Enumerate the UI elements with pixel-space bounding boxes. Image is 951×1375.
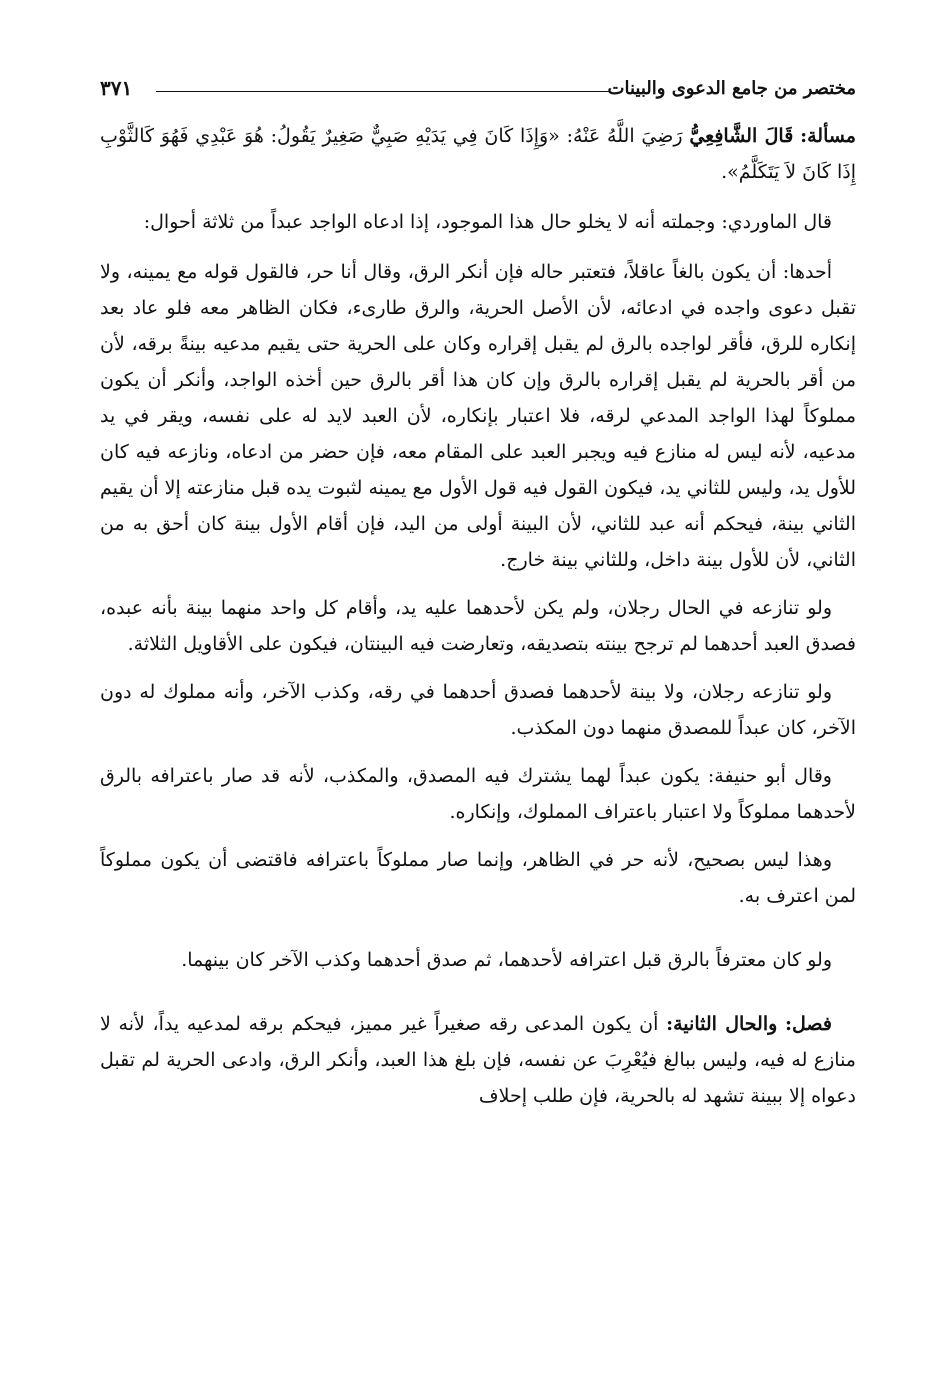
paragraph-first-state: أحدها: أن يكون بالغاً عاقلاً، فتعتبر حاله فإن أنكر الرق، وقال أنا حر، فالقول قوله مع يمينه، ولا تقبل دعوى واجده في ادعائه، لأن الأصل الحرية، والرق طارىء، فكان الظاهر معه فلو عاد بعد إنكاره للرق، فأقر لواجده بالرق لم يقبل إقراره وكان على الحرية حتى يقيم مدعيه بينةً برقه، لأن من أقر بالحرية لم يقبل إقراره بالرق وإن كان هذا أقر بالرق حين أخذه الواجد، وأنكر أن يكون مملوكاً لهذا الواجد المدعي لرقه، فلا اعتبار بإنكاره، لأن العبد لايد له على نفسه، ويقر في يد مدعيه، لأنه ليس له منازع فيه ويجبر العبد على المقام معه، فإن حضر من ادعاه، ونازعه فيه كان للأول يد، وليس للثاني يد، فيكون القول فيه قول الأول مع يمينه لثبوت يده قبل منازعته إلا أن يقيم الثاني بينة، فيحكم أنه عبد للثاني، لأن البينة أولى من اليد، فإن أقام الأول بينة كان أحق به من الثاني، لأن للأول بينة داخل، وللثاني بينة خارج. xyxy=(100,261,856,571)
fasl-heading: والحال الثانية: xyxy=(666,1013,778,1035)
header-rule xyxy=(156,91,610,92)
paragraph-two-claimants: ولو تنازعه في الحال رجلان، ولم يكن لأحدهما عليه يد، وأقام كل واحد منهما بينة بأنه عبده، فصدق العبد أحدهما لم ترجح بينته بتصديقه، وتعارضت فيه البينتان، فيكون على الأقاويل الثلاثة. xyxy=(100,597,856,655)
masala-label: مسألة: xyxy=(800,125,856,147)
paragraph-prior-admission: ولو كان معترفاً بالرق قبل اعترافه لأحدهما، ثم صدق أحدهما وكذب الآخر كان بينهما. xyxy=(181,949,832,971)
paragraph-mawardi: قال الماوردي: وجملته أنه لا يخلو حال هذا الموجود، إذا ادعاه الواجد عبداً من ثلاثة أحوال: xyxy=(143,211,832,233)
masala-speaker: قَالَ الشَّافِعِيُّ xyxy=(689,125,794,147)
fasl-paragraph xyxy=(100,1006,856,1114)
page-number: ٣٧١ xyxy=(100,76,133,100)
page-body xyxy=(100,118,856,1114)
paragraph-abu-hanifa: وقال أبو حنيفة: يكون عبداً لهما يشترك فيه المصدق، والمكذب، لأنه قد صار باعترافه بالرق لأحدهما مملوكاً ولا اعتبار باعتراف المملوك، وإنكاره. xyxy=(100,765,856,823)
fasl-text: أن يكون المدعى رقه صغيراً غير مميز، فيحكم برقه لمدعيه يداً، لأنه لا منازع له فيه، وليس ببالغ فيُعْرِبَ عن نفسه، فإن بلغ هذا العبد، وأنكر الرق، وادعى الحرية لم تقبل دعواه إلا ببينة تشهد له بالحرية، فإن طلب إحلاف xyxy=(100,1013,856,1107)
paragraph-rebuttal: وهذا ليس بصحيح، لأنه حر في الظاهر، وإنما صار مملوكاً باعترافه فاقتضى أن يكون مملوكاً لمن اعترف به. xyxy=(100,849,856,907)
fasl-label: فصل: xyxy=(785,1013,832,1035)
paragraph-confirmation: ولو تنازعه رجلان، ولا بينة لأحدهما فصدق أحدهما في رقه، وكذب الآخر، وأنه مملوك له دون الآخر، كان عبداً للمصدق منهما دون المكذب. xyxy=(100,681,856,739)
page-header xyxy=(100,68,856,108)
masala-quote: «وَإِذَا كَانَ فِي يَدَيْهِ صَبِيٌّ صَغِيرٌ يَقُولُ: هُوَ عَبْدِي فَهُوَ كَالثَّوْبِ إِذَا كَانَ لاَ يَتَكَلَّمُ». xyxy=(100,125,856,183)
running-title: مختصر من جامع الدعوى والبينات xyxy=(607,78,856,99)
masala-paragraph xyxy=(100,118,856,190)
masala-honorific: رَضِيَ اللَّهُ عَنْهُ: xyxy=(566,125,683,147)
